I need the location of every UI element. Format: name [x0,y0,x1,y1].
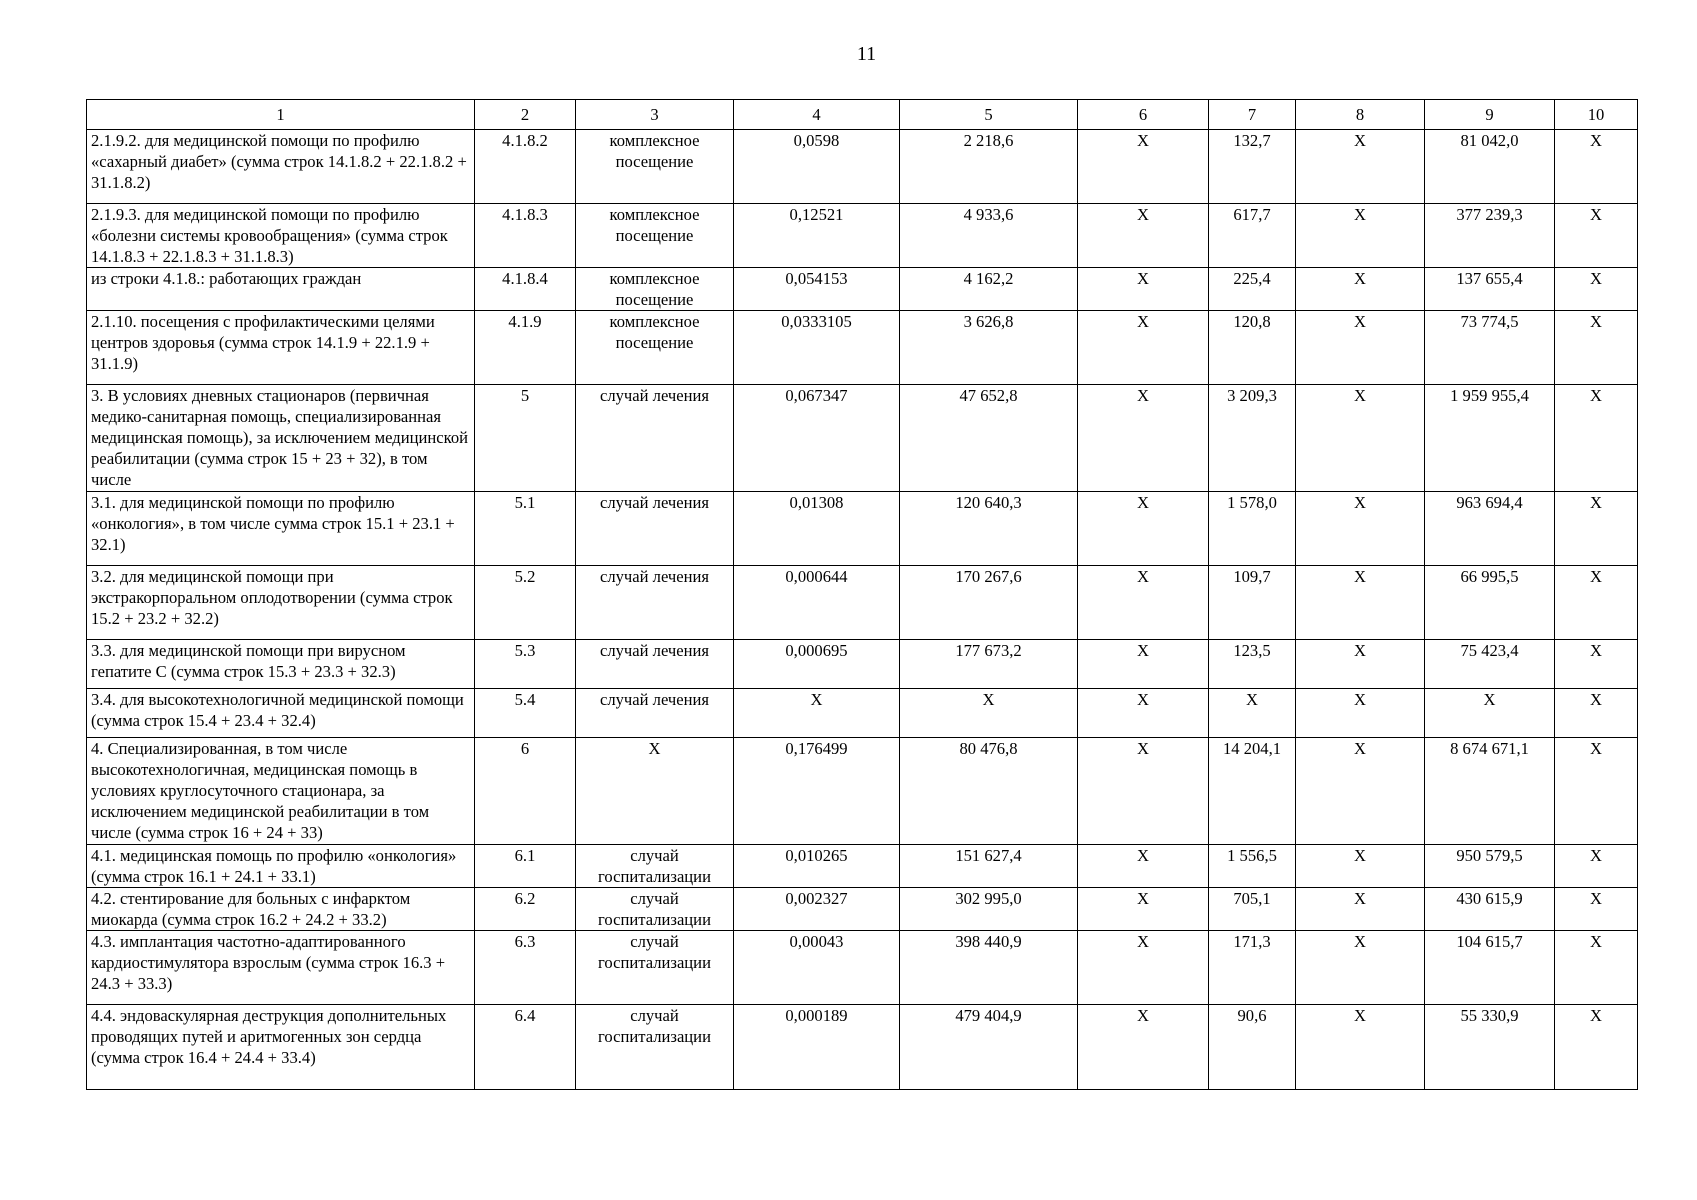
cell-col4: 0,000644 [734,566,900,640]
cell-col5: Х [900,689,1078,738]
cell-col10: Х [1555,845,1638,888]
row-code: 6.1 [475,845,576,888]
cell-col4: 0,0333105 [734,311,900,385]
cell-col5: 302 995,0 [900,888,1078,931]
cell-col10: Х [1555,888,1638,931]
cell-col6: Х [1078,1005,1209,1090]
cell-col8: Х [1296,566,1425,640]
cell-col10: Х [1555,268,1638,311]
cell-col5: 170 267,6 [900,566,1078,640]
cell-col10: Х [1555,931,1638,1005]
cell-col8: Х [1296,311,1425,385]
row-code: 4.1.8.2 [475,130,576,204]
table-header-row [87,100,1638,130]
row-code: 5.2 [475,566,576,640]
cell-col5: 120 640,3 [900,492,1078,566]
row-code: 6.4 [475,1005,576,1090]
cell-col9: 66 995,5 [1425,566,1555,640]
cell-col8: Х [1296,268,1425,311]
row-code: 6.2 [475,888,576,931]
cell-col9: 81 042,0 [1425,130,1555,204]
row-unit: случай госпитализации [576,931,734,1005]
cell-col7: Х [1209,689,1296,738]
cell-col7: 1 556,5 [1209,845,1296,888]
row-label: 3.4. для высокотехнологичной медицинской помощи (сумма строк 15.4 + 23.4 + 32.4) [87,689,475,738]
cell-col7: 3 209,3 [1209,385,1296,492]
cell-col4: 0,000695 [734,640,900,689]
cell-col10: Х [1555,689,1638,738]
cell-col5: 479 404,9 [900,1005,1078,1090]
cell-col9: Х [1425,689,1555,738]
cell-col10: Х [1555,1005,1638,1090]
cell-col10: Х [1555,204,1638,268]
column-header: 9 [1425,100,1555,130]
cell-col5: 4 162,2 [900,268,1078,311]
cell-col4: 0,002327 [734,888,900,931]
row-unit: случай лечения [576,385,734,492]
cell-col8: Х [1296,689,1425,738]
cell-col8: Х [1296,130,1425,204]
column-header: 1 [87,100,475,130]
row-unit: случай лечения [576,492,734,566]
cell-col7: 705,1 [1209,888,1296,931]
cell-col4: 0,176499 [734,738,900,845]
table-row [87,888,1638,931]
row-code: 5.3 [475,640,576,689]
cell-col10: Х [1555,640,1638,689]
cell-col6: Х [1078,888,1209,931]
table-row [87,689,1638,738]
row-unit: комплексное посещение [576,130,734,204]
row-label: 2.1.9.3. для медицинской помощи по профилю «болезни системы кровообращения» (сумма строк 14.1.8.3 + 22.1.8.3 + 31.1.8.3) [87,204,475,268]
table-row [87,845,1638,888]
cell-col6: Х [1078,385,1209,492]
column-header: 8 [1296,100,1425,130]
cell-col8: Х [1296,931,1425,1005]
row-code: 6 [475,738,576,845]
cell-col7: 120,8 [1209,311,1296,385]
cell-col4: 0,010265 [734,845,900,888]
cell-col4: 0,01308 [734,492,900,566]
cell-col5: 177 673,2 [900,640,1078,689]
row-unit: случай лечения [576,640,734,689]
row-code: 5.1 [475,492,576,566]
cell-col4: 0,067347 [734,385,900,492]
row-label: 4.2. стентирование для больных с инфарктом миокарда (сумма строк 16.2 + 24.2 + 33.2) [87,888,475,931]
cell-col9: 1 959 955,4 [1425,385,1555,492]
row-label: 4.3. имплантация частотно-адаптированного кардиостимулятора взрослым (сумма строк 16.3 + 24.3 + 33.3) [87,931,475,1005]
cell-col6: Х [1078,130,1209,204]
cell-col10: Х [1555,738,1638,845]
row-label: 2.1.10. посещения с профилактическими целями центров здоровья (сумма строк 14.1.9 + 22.1.9 + 31.1.9) [87,311,475,385]
row-code: 4.1.8.3 [475,204,576,268]
cell-col6: Х [1078,204,1209,268]
table-row [87,204,1638,268]
row-unit: случай госпитализации [576,888,734,931]
row-code: 5 [475,385,576,492]
column-header: 5 [900,100,1078,130]
cell-col4: 0,054153 [734,268,900,311]
row-code: 4.1.9 [475,311,576,385]
table-row [87,640,1638,689]
cell-col9: 8 674 671,1 [1425,738,1555,845]
cell-col10: Х [1555,385,1638,492]
cell-col6: Х [1078,689,1209,738]
row-label: 3.1. для медицинской помощи по профилю «онкология», в том числе сумма строк 15.1 + 23.1 + 32.1) [87,492,475,566]
cell-col8: Х [1296,738,1425,845]
row-unit: комплексное посещение [576,311,734,385]
cell-col5: 80 476,8 [900,738,1078,845]
cell-col4: Х [734,689,900,738]
row-label: 4.1. медицинская помощь по профилю «онкология» (сумма строк 16.1 + 24.1 + 33.1) [87,845,475,888]
cell-col7: 132,7 [1209,130,1296,204]
cell-col4: 0,12521 [734,204,900,268]
row-label: 3.2. для медицинской помощи при экстракорпоральном оплодотворении (сумма строк 15.2 + 23.2 + 32.2) [87,566,475,640]
page-number: 11 [856,43,877,65]
column-header: 7 [1209,100,1296,130]
cell-col5: 398 440,9 [900,931,1078,1005]
row-label: 4. Специализированная, в том числе высокотехнологичная, медицинская помощь в условиях круглосуточного стационара, за исключением медицинской реабилитации в том числе (сумма строк 16 + 24 + 33) [87,738,475,845]
cell-col8: Х [1296,845,1425,888]
cell-col9: 73 774,5 [1425,311,1555,385]
cell-col9: 430 615,9 [1425,888,1555,931]
cell-col9: 137 655,4 [1425,268,1555,311]
row-unit: Х [576,738,734,845]
cell-col7: 225,4 [1209,268,1296,311]
column-header: 6 [1078,100,1209,130]
row-unit: комплексное посещение [576,268,734,311]
cell-col5: 151 627,4 [900,845,1078,888]
column-header: 2 [475,100,576,130]
row-unit: случай госпитализации [576,1005,734,1090]
table-row [87,931,1638,1005]
cell-col7: 1 578,0 [1209,492,1296,566]
table-row [87,385,1638,492]
cell-col6: Х [1078,640,1209,689]
row-unit: случай госпитализации [576,845,734,888]
cell-col8: Х [1296,204,1425,268]
cell-col6: Х [1078,311,1209,385]
cell-col10: Х [1555,566,1638,640]
cell-col10: Х [1555,130,1638,204]
table-row [87,492,1638,566]
row-code: 5.4 [475,689,576,738]
row-unit: комплексное посещение [576,204,734,268]
cell-col7: 109,7 [1209,566,1296,640]
cell-col7: 123,5 [1209,640,1296,689]
cell-col9: 55 330,9 [1425,1005,1555,1090]
cell-col10: Х [1555,492,1638,566]
cell-col6: Х [1078,931,1209,1005]
cell-col7: 14 204,1 [1209,738,1296,845]
row-unit: случай лечения [576,689,734,738]
table-row [87,130,1638,204]
cell-col8: Х [1296,385,1425,492]
table-row [87,1005,1638,1090]
cell-col5: 47 652,8 [900,385,1078,492]
table-row [87,311,1638,385]
row-code: 4.1.8.4 [475,268,576,311]
column-header: 4 [734,100,900,130]
cell-col10: Х [1555,311,1638,385]
column-header: 10 [1555,100,1638,130]
table-row [87,738,1638,845]
cell-col9: 950 579,5 [1425,845,1555,888]
cell-col7: 617,7 [1209,204,1296,268]
cell-col8: Х [1296,1005,1425,1090]
cell-col4: 0,0598 [734,130,900,204]
cell-col6: Х [1078,738,1209,845]
column-header: 3 [576,100,734,130]
cell-col9: 75 423,4 [1425,640,1555,689]
row-label: 3. В условиях дневных стационаров (первичная медико-санитарная помощь, специализированная медицинская помощь), за исключением медицинской реабилитации (сумма строк 15 + 23 + 32), в том числе [87,385,475,492]
table-row [87,268,1638,311]
table-row [87,566,1638,640]
row-label: 3.3. для медицинской помощи при вирусном гепатите С (сумма строк 15.3 + 23.3 + 32.3) [87,640,475,689]
cell-col7: 90,6 [1209,1005,1296,1090]
data-table [86,99,1638,1090]
cell-col8: Х [1296,888,1425,931]
cell-col8: Х [1296,492,1425,566]
cell-col6: Х [1078,845,1209,888]
cell-col6: Х [1078,492,1209,566]
cell-col4: 0,00043 [734,931,900,1005]
cell-col5: 3 626,8 [900,311,1078,385]
row-label: 4.4. эндоваскулярная деструкция дополнительных проводящих путей и аритмогенных зон сердца (сумма строк 16.4 + 24.4 + 33.4) [87,1005,475,1090]
cell-col9: 104 615,7 [1425,931,1555,1005]
cell-col5: 2 218,6 [900,130,1078,204]
cell-col5: 4 933,6 [900,204,1078,268]
cell-col6: Х [1078,566,1209,640]
cell-col6: Х [1078,268,1209,311]
row-unit: случай лечения [576,566,734,640]
row-code: 6.3 [475,931,576,1005]
row-label: 2.1.9.2. для медицинской помощи по профилю «сахарный диабет» (сумма строк 14.1.8.2 + 22.1.8.2 + 31.1.8.2) [87,130,475,204]
cell-col9: 963 694,4 [1425,492,1555,566]
cell-col4: 0,000189 [734,1005,900,1090]
cell-col7: 171,3 [1209,931,1296,1005]
row-label: из строки 4.1.8.: работающих граждан [87,268,475,311]
cell-col9: 377 239,3 [1425,204,1555,268]
cell-col8: Х [1296,640,1425,689]
